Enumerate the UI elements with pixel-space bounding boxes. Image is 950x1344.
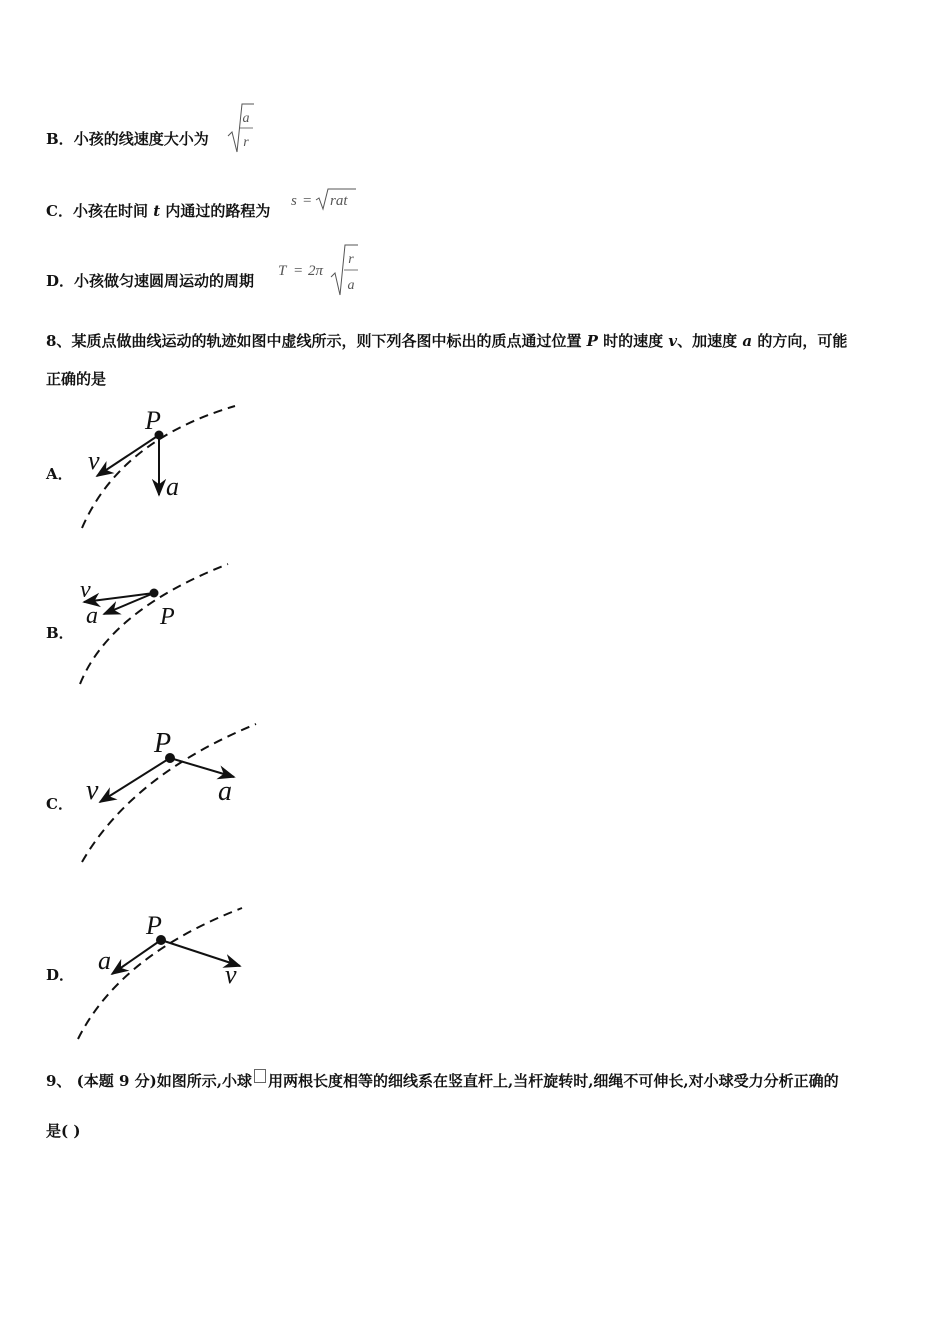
missing-glyph-box xyxy=(254,1069,266,1083)
formula-sqrt-a-over-r xyxy=(226,102,256,154)
formula-lhs: s xyxy=(291,193,297,209)
formula-coef: 2π xyxy=(308,263,324,279)
label-a: a xyxy=(218,776,232,807)
option-label: D． xyxy=(46,272,75,290)
option-text: 小孩的线速度大小为 xyxy=(73,130,209,148)
option-label: B． xyxy=(46,130,74,148)
question-text: 、加速度 xyxy=(677,332,743,350)
option-text: 小孩在时间 xyxy=(72,202,154,220)
formula-s-sqrt-rat xyxy=(290,186,360,212)
question-9 xyxy=(46,1062,916,1150)
formula-denominator: r xyxy=(243,135,249,150)
question-9-line-1 xyxy=(46,1062,916,1100)
var-t: t xyxy=(153,202,161,220)
option-b-q7 xyxy=(46,128,209,149)
question-text: 某质点做曲线运动的轨迹如图中虚线所示，则下列各图中标出的质点通过位置 xyxy=(71,332,587,350)
question-text: 的方向，可能 xyxy=(752,332,848,350)
option-a-q8: A． xyxy=(46,465,73,483)
formula-numerator: a xyxy=(242,111,250,126)
option-c-q7 xyxy=(46,200,270,221)
acceleration-arrow xyxy=(170,758,234,777)
label-v: v xyxy=(80,577,91,603)
formula-lhs: T xyxy=(278,263,287,279)
question-number: 8、 xyxy=(46,332,72,350)
label-p: P xyxy=(146,911,162,940)
question-9-line-2: 是( ) xyxy=(46,1122,81,1140)
label-p: P xyxy=(145,406,161,435)
formula-period xyxy=(278,243,362,297)
option-d-q8: D． xyxy=(46,966,75,984)
trajectory-curve xyxy=(80,564,228,684)
var-a: a xyxy=(742,332,753,350)
option-text: 内通过的路程为 xyxy=(160,202,271,220)
option-text: 小孩做匀速圆周运动的周期 xyxy=(74,272,255,290)
label-a: a xyxy=(166,472,179,501)
formula-numerator: r xyxy=(348,252,354,267)
question-number: 9、 xyxy=(46,1072,72,1090)
formula-denominator: a xyxy=(347,278,355,293)
label-v: v xyxy=(86,775,99,806)
question-8-line-1 xyxy=(46,330,847,351)
figure-option-d xyxy=(70,905,250,1043)
velocity-arrow xyxy=(100,758,170,802)
question-text: 用两根长度相等的细线系在竖直杆上,当杆旋转时,细绳不可伸长,对小球受力分析正确的 xyxy=(267,1072,839,1090)
var-v: v xyxy=(668,332,678,350)
label-a: a xyxy=(98,946,111,975)
formula-eq: = xyxy=(294,263,303,279)
figure-option-a xyxy=(70,400,250,532)
label-p: P xyxy=(160,604,175,630)
question-8-line-2: 正确的是 xyxy=(46,370,107,388)
option-c-q8: C． xyxy=(46,795,73,813)
label-a: a xyxy=(86,603,98,629)
option-d-q7 xyxy=(46,270,254,291)
velocity-arrow xyxy=(97,435,159,476)
label-v: v xyxy=(225,960,237,989)
label-v: v xyxy=(88,446,100,475)
label-p: P xyxy=(154,728,172,759)
formula-radicand: rat xyxy=(330,193,348,209)
option-label: C． xyxy=(46,202,73,220)
formula-eq: = xyxy=(303,193,312,209)
option-b-q8: B． xyxy=(46,624,74,642)
figure-option-b xyxy=(70,560,240,688)
var-p: P xyxy=(586,332,598,350)
figure-option-c xyxy=(70,720,270,866)
question-text: 时的速度 xyxy=(597,332,669,350)
question-text: (本题 9 分)如图所示,小球 xyxy=(71,1072,252,1090)
point-p xyxy=(150,589,159,598)
acceleration-arrow xyxy=(112,940,161,974)
